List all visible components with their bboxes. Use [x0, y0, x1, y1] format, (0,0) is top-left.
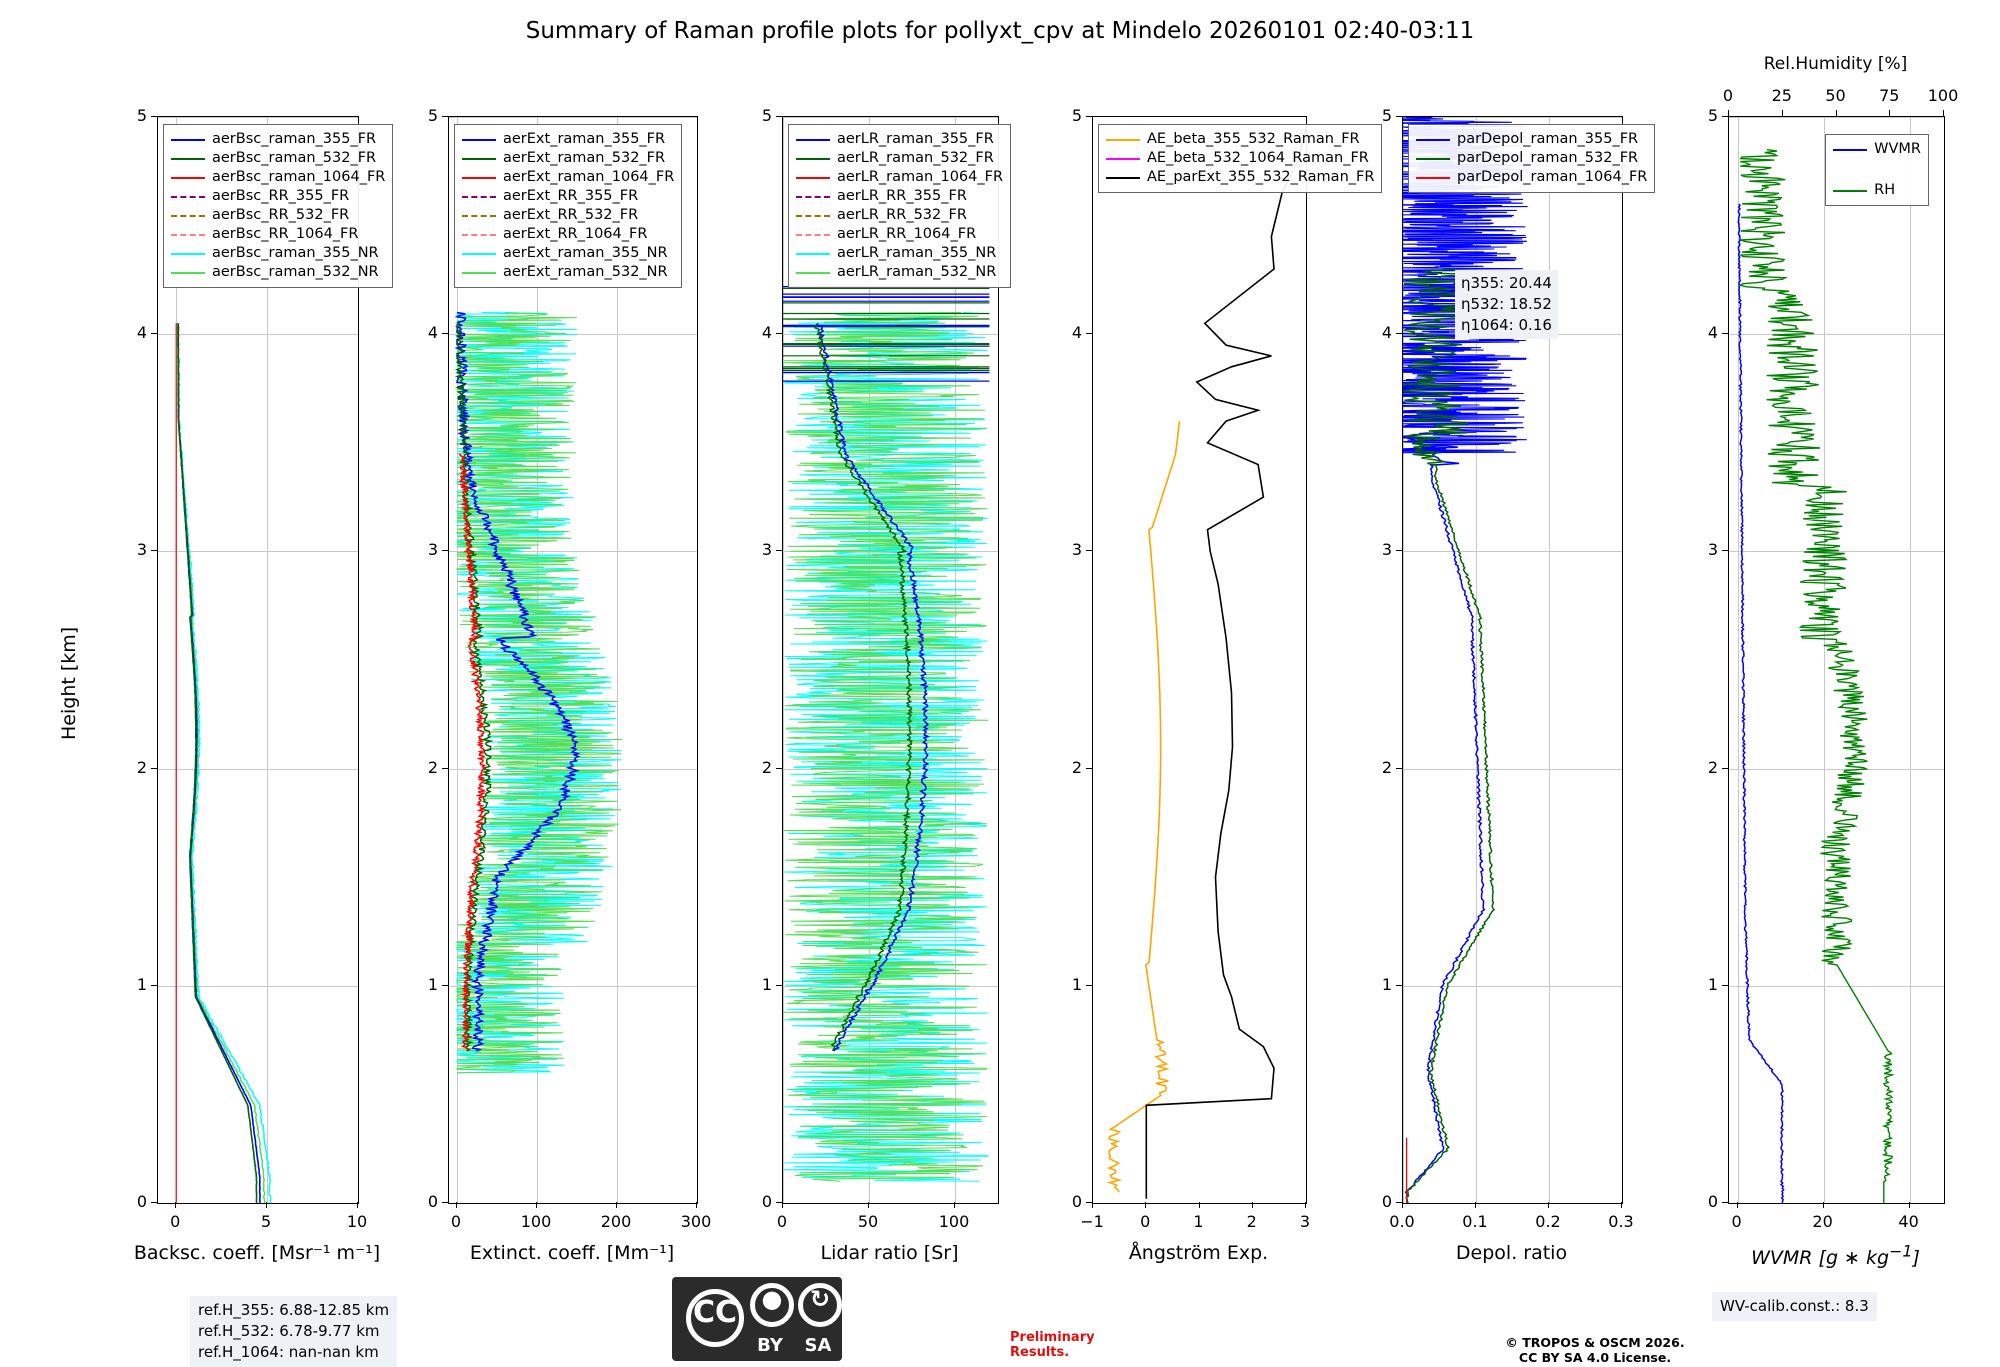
- y-tick: [1086, 333, 1092, 334]
- x-tick-label: 2: [1246, 1212, 1257, 1231]
- y-tick: [1086, 550, 1092, 551]
- y-tick-label: 1: [761, 974, 772, 994]
- x-tick-label: 10: [346, 1212, 368, 1231]
- legend-swatch: [171, 253, 205, 255]
- y-tick-label: 5: [1071, 106, 1082, 125]
- x-tick: [782, 1202, 783, 1208]
- y-tick-label: 1: [1381, 974, 1392, 994]
- cc-sa-arrow-glyph: ↻: [809, 1285, 831, 1313]
- legend-item[interactable]: [171, 168, 385, 187]
- y-tick: [442, 333, 448, 334]
- legend-item[interactable]: [171, 244, 385, 263]
- legend-swatch: [796, 253, 830, 255]
- legend-swatch: [796, 215, 830, 217]
- y-tick: [151, 1202, 157, 1203]
- x-tick: [1475, 1202, 1476, 1208]
- legend-swatch: [462, 158, 496, 160]
- y-tick-label: 3: [1707, 540, 1718, 560]
- curves-angstrom: [1093, 117, 1306, 1203]
- credit-line: CC BY SA 4.0 License.: [1518, 1350, 1672, 1365]
- x-tick: [696, 1202, 697, 1208]
- gridline-horizontal: [1403, 1203, 1622, 1204]
- legend-label: aerBsc_RR_1064_FR: [212, 226, 359, 242]
- legend-label: aerExt_RR_532_FR: [503, 207, 639, 223]
- y-tick: [1086, 768, 1092, 769]
- y-tick: [776, 550, 782, 551]
- legend-item[interactable]: [1833, 140, 1921, 159]
- y-axis-label: Height [km]: [58, 626, 80, 740]
- y-tick: [1722, 1202, 1728, 1203]
- y-tick-label: 1: [136, 974, 147, 994]
- x-tick-label: −1: [1080, 1212, 1104, 1231]
- legend-item[interactable]: [462, 244, 674, 263]
- chart-panel-angstrom: [1071, 0, 1375, 1360]
- y-tick: [776, 116, 782, 117]
- x-tick-label: 50: [857, 1212, 879, 1231]
- x-tick: [266, 1202, 267, 1208]
- gridline-horizontal: [449, 1203, 697, 1204]
- legend-swatch: [796, 234, 830, 236]
- legend-item[interactable]: [1416, 130, 1647, 149]
- legend-item[interactable]: [1106, 149, 1374, 168]
- top-x-tick: [1889, 110, 1890, 116]
- gridline-horizontal: [158, 1203, 358, 1204]
- legend-label: AE_parExt_355_532_Raman_FR: [1147, 169, 1375, 185]
- legend-label: aerLR_raman_532_NR: [837, 264, 997, 280]
- plot-area-angstrom: [1092, 116, 1307, 1204]
- legend-swatch: [462, 234, 496, 236]
- y-tick-label: 1: [427, 974, 438, 994]
- legend-swatch: [462, 215, 496, 217]
- legend-swatch: [171, 196, 205, 198]
- y-tick: [1722, 116, 1728, 117]
- y-tick-label: 0: [136, 1192, 147, 1211]
- legend-item[interactable]: [1416, 149, 1647, 168]
- legend-label: aerLR_raman_532_FR: [837, 150, 994, 166]
- legend-swatch: [171, 215, 205, 217]
- top-x-tick: [1728, 110, 1729, 116]
- x-tick-label: 100: [520, 1212, 552, 1231]
- x-tick-label: 0: [1731, 1212, 1742, 1231]
- x-tick-label: 0: [170, 1212, 181, 1231]
- y-tick: [1722, 985, 1728, 986]
- y-tick: [1396, 985, 1402, 986]
- y-tick-label: 5: [1707, 106, 1718, 125]
- y-tick-label: 4: [1381, 323, 1392, 343]
- credit-line: © TROPOS & OSCM 2026.: [1505, 1335, 1685, 1350]
- y-tick: [1396, 116, 1402, 117]
- legend-label: aerExt_raman_355_FR: [503, 131, 666, 147]
- legend-label: parDepol_raman_355_FR: [1457, 131, 1639, 147]
- legend-label: aerLR_RR_532_FR: [837, 207, 967, 223]
- legend-label: aerBsc_raman_355_FR: [212, 131, 377, 147]
- x-tick-label: 0.0: [1389, 1212, 1415, 1231]
- x-tick-label: 0.3: [1608, 1212, 1634, 1231]
- x-tick-label: 20: [1812, 1212, 1833, 1231]
- legend-item[interactable]: [796, 244, 1003, 263]
- y-tick: [1396, 333, 1402, 334]
- y-tick: [776, 985, 782, 986]
- y-tick: [1396, 768, 1402, 769]
- plot-area-wvmr-rh: [1728, 116, 1945, 1204]
- legend-swatch: [462, 272, 496, 274]
- x-tick: [1252, 1202, 1253, 1208]
- x-tick-label: 0: [776, 1212, 788, 1231]
- y-tick-label: 4: [1071, 323, 1082, 343]
- x-tick: [1092, 1202, 1093, 1208]
- top-x-tick-label: 100: [1927, 86, 1959, 105]
- x-tick-label: 0: [1140, 1212, 1151, 1231]
- ref-height-line: ref.H_355: 6.88-12.85 km: [198, 1301, 390, 1319]
- top-x-tick-label: 25: [1771, 86, 1792, 105]
- x-axis-label-backscatter: Backsc. coeff. [Msr⁻¹ m⁻¹]: [133, 1242, 381, 1264]
- top-x-tick: [1943, 110, 1944, 116]
- y-tick: [442, 550, 448, 551]
- legend-item[interactable]: [462, 168, 674, 187]
- y-tick-label: 1: [1071, 974, 1082, 994]
- legend-label: aerBsc_RR_532_FR: [212, 207, 350, 223]
- curves-wvmr-rh: [1729, 117, 1944, 1203]
- legend-swatch: [796, 139, 830, 141]
- x-axis-label-wvmr-rh: WVMR [g ∗ $kg^{-1}$]: [1751, 1242, 1920, 1270]
- x-tick: [357, 1202, 358, 1208]
- x-tick-label: 3: [1299, 1212, 1311, 1231]
- y-tick-label: 3: [1071, 540, 1082, 560]
- x-tick: [1305, 1202, 1306, 1208]
- top-x-tick: [1836, 110, 1837, 116]
- legend-item[interactable]: [171, 206, 385, 225]
- legend-swatch: [462, 139, 496, 141]
- y-tick: [1722, 768, 1728, 769]
- legend-item[interactable]: [171, 225, 385, 244]
- legend-item[interactable]: [171, 149, 385, 168]
- legend-label: parDepol_raman_532_FR: [1457, 150, 1639, 166]
- y-tick: [442, 116, 448, 117]
- y-tick-label: 1: [1707, 974, 1718, 994]
- y-tick: [1396, 550, 1402, 551]
- y-tick-label: 4: [1707, 323, 1718, 343]
- eta-annotation: [1455, 270, 1558, 339]
- chart-panel-wvmr-rh: [1707, 0, 1959, 1360]
- x-tick-label: 1: [1193, 1212, 1204, 1231]
- credit-note: [1455, 1335, 1735, 1365]
- x-tick-label: 200: [600, 1212, 632, 1231]
- legend-swatch: [1416, 139, 1450, 141]
- legend-swatch: [1106, 158, 1140, 160]
- x-tick: [1548, 1202, 1549, 1208]
- y-tick: [1086, 116, 1092, 117]
- legend-label: AE_beta_355_532_Raman_FR: [1147, 131, 1360, 147]
- ref-height-line: ref.H_1064: nan-nan km: [198, 1343, 379, 1361]
- legend-swatch: [462, 253, 496, 255]
- legend-backscatter: [163, 124, 393, 288]
- legend-label: aerBsc_raman_355_NR: [212, 245, 379, 261]
- legend-label: aerBsc_raman_1064_FR: [212, 169, 386, 185]
- legend-item[interactable]: [796, 225, 1003, 244]
- gridline-horizontal: [783, 1203, 998, 1204]
- preliminary-results-note: [1010, 1330, 1095, 1360]
- legend-item[interactable]: [1416, 168, 1647, 187]
- legend-item[interactable]: [171, 130, 385, 149]
- y-tick: [776, 333, 782, 334]
- y-tick-label: 4: [136, 323, 147, 343]
- legend-swatch: [1416, 177, 1450, 179]
- legend-swatch: [171, 177, 205, 179]
- legend-item[interactable]: [1833, 181, 1921, 200]
- legend-item[interactable]: [171, 263, 385, 282]
- legend-label: aerBsc_raman_532_FR: [212, 150, 377, 166]
- legend-swatch: [796, 177, 830, 179]
- x-tick: [616, 1202, 617, 1208]
- x-tick-label: 100: [938, 1212, 970, 1231]
- wv-calib-text: WV-calib.const.: 8.3: [1720, 1297, 1869, 1315]
- top-x-tick-label: 75: [1879, 86, 1900, 105]
- legend-swatch: [796, 196, 830, 198]
- cc-by-person-glyph: ●: [761, 1285, 783, 1313]
- y-tick: [1722, 550, 1728, 551]
- x-tick-label: 0.1: [1462, 1212, 1488, 1231]
- y-tick-label: 5: [136, 106, 147, 125]
- gridline-vertical: [1622, 117, 1623, 1203]
- x-tick-label: 0.2: [1535, 1212, 1561, 1231]
- y-tick-label: 0: [1071, 1192, 1082, 1211]
- y-tick-label: 2: [427, 757, 438, 777]
- legend-label: aerExt_raman_355_NR: [503, 245, 668, 261]
- wv-calib-note: [1712, 1292, 1877, 1321]
- legend-label: RH: [1874, 182, 1896, 198]
- legend-item[interactable]: [1106, 130, 1374, 149]
- legend-swatch: [1416, 158, 1450, 160]
- y-tick-label: 3: [427, 540, 438, 560]
- x-tick: [1145, 1202, 1146, 1208]
- y-tick-label: 4: [427, 323, 438, 343]
- legend-label: aerLR_RR_1064_FR: [837, 226, 977, 242]
- legend-wvmr-rh: [1825, 134, 1929, 206]
- legend-swatch: [171, 139, 205, 141]
- x-tick: [1823, 1202, 1824, 1208]
- legend-swatch: [462, 196, 496, 198]
- y-tick-label: 0: [1707, 1192, 1718, 1211]
- y-tick-label: 0: [1381, 1192, 1392, 1211]
- legend-lidar-ratio: [788, 124, 1011, 288]
- x-tick: [1402, 1202, 1403, 1208]
- top-x-tick: [1782, 110, 1783, 116]
- ref-height-line: ref.H_532: 6.78-9.77 km: [198, 1322, 380, 1340]
- y-tick-label: 3: [136, 540, 147, 560]
- x-tick: [456, 1202, 457, 1208]
- y-tick: [442, 768, 448, 769]
- x-tick: [1737, 1202, 1738, 1208]
- legend-swatch: [1106, 177, 1140, 179]
- legend-label: AE_beta_532_1064_Raman_FR: [1147, 150, 1369, 166]
- legend-label: aerExt_raman_532_NR: [503, 264, 668, 280]
- x-tick: [536, 1202, 537, 1208]
- y-tick-label: 2: [1381, 757, 1392, 777]
- y-tick: [1086, 985, 1092, 986]
- eta-line: η355: 20.44: [1461, 274, 1552, 292]
- y-tick-label: 0: [761, 1192, 772, 1211]
- cc-by-label: BY: [757, 1335, 783, 1356]
- x-tick-label: 5: [260, 1212, 272, 1231]
- legend-label: aerBsc_RR_355_FR: [212, 188, 350, 204]
- legend-label: aerLR_RR_355_FR: [837, 188, 967, 204]
- y-tick-label: 2: [1707, 757, 1718, 777]
- legend-item[interactable]: [462, 130, 674, 149]
- legend-label: aerExt_RR_1064_FR: [503, 226, 648, 242]
- eta-line: η532: 18.52: [1461, 295, 1552, 313]
- page-title: Summary of Raman profile plots for pollyxt_cpv at Mindelo 20260101 02:40-03:11: [525, 18, 1475, 44]
- legend-label: aerLR_raman_355_FR: [837, 131, 994, 147]
- x-axis-label-depolarization: Depol. ratio: [1455, 1242, 1568, 1264]
- y-tick: [442, 985, 448, 986]
- y-tick-label: 3: [761, 540, 772, 560]
- y-tick-label: 5: [1381, 106, 1392, 125]
- preliminary-line: Preliminary: [1010, 1330, 1095, 1345]
- legend-label: aerExt_RR_355_FR: [503, 188, 639, 204]
- x-tick: [1909, 1202, 1910, 1208]
- legend-swatch: [796, 158, 830, 160]
- y-tick: [442, 1202, 448, 1203]
- preliminary-line: Results.: [1010, 1345, 1070, 1360]
- y-tick: [151, 116, 157, 117]
- gridline-vertical: [697, 117, 698, 1203]
- legend-item[interactable]: [462, 263, 674, 282]
- legend-label: aerLR_raman_355_NR: [837, 245, 997, 261]
- y-tick-label: 5: [761, 106, 772, 125]
- y-tick: [151, 768, 157, 769]
- x-tick: [954, 1202, 955, 1208]
- legend-swatch: [1106, 139, 1140, 141]
- y-tick: [151, 985, 157, 986]
- x-tick-label: 0: [450, 1212, 462, 1231]
- legend-item[interactable]: [796, 168, 1003, 187]
- x-axis-label-extinction: Extinct. coeff. [Mm⁻¹]: [469, 1242, 675, 1264]
- y-tick-label: 3: [1381, 540, 1392, 560]
- top-x-tick-label: 50: [1825, 86, 1846, 105]
- gridline-horizontal: [1729, 1203, 1944, 1204]
- legend-item[interactable]: [462, 187, 674, 206]
- legend-label: aerExt_raman_1064_FR: [503, 169, 675, 185]
- legend-swatch: [171, 158, 205, 160]
- ref-height-note: [190, 1296, 397, 1367]
- legend-label: parDepol_raman_1064_FR: [1457, 169, 1648, 185]
- y-tick: [151, 550, 157, 551]
- legend-swatch: [462, 177, 496, 179]
- y-tick: [776, 768, 782, 769]
- legend-depolarization: [1408, 124, 1655, 193]
- legend-item[interactable]: [462, 206, 674, 225]
- legend-swatch: [796, 272, 830, 274]
- creative-commons-badge: [672, 1277, 842, 1361]
- legend-item[interactable]: [171, 187, 385, 206]
- legend-label: aerBsc_raman_532_NR: [212, 264, 379, 280]
- legend-label: aerExt_raman_532_FR: [503, 150, 666, 166]
- x-axis-label-angstrom: Ångström Exp.: [1128, 1242, 1269, 1264]
- y-tick-label: 2: [761, 757, 772, 777]
- cc-sa-label: SA: [804, 1335, 832, 1356]
- cc-logo-glyph: CC: [692, 1295, 738, 1330]
- y-tick: [1722, 333, 1728, 334]
- x-tick: [175, 1202, 176, 1208]
- y-tick-label: 2: [136, 757, 147, 777]
- legend-item[interactable]: [796, 149, 1003, 168]
- top-x-tick-label: 0: [1722, 86, 1734, 105]
- legend-item[interactable]: [796, 206, 1003, 225]
- x-tick: [1621, 1202, 1622, 1208]
- y-tick-label: 5: [427, 106, 438, 125]
- legend-swatch: [1833, 190, 1867, 192]
- y-tick-label: 0: [427, 1192, 438, 1211]
- legend-item[interactable]: [796, 263, 1003, 282]
- x-tick: [868, 1202, 869, 1208]
- legend-label: aerLR_raman_1064_FR: [837, 169, 1004, 185]
- legend-item[interactable]: [462, 225, 674, 244]
- legend-item[interactable]: [796, 187, 1003, 206]
- eta-line: η1064: 0.16: [1461, 316, 1552, 334]
- legend-item[interactable]: [796, 130, 1003, 149]
- y-tick-label: 2: [1071, 757, 1082, 777]
- y-tick: [151, 333, 157, 334]
- top-axis-label: Rel.Humidity [%]: [1763, 54, 1908, 74]
- x-tick: [1199, 1202, 1200, 1208]
- x-axis-label-lidar-ratio: Lidar ratio [Sr]: [820, 1242, 959, 1264]
- legend-label: WVMR: [1874, 141, 1921, 157]
- legend-swatch: [171, 234, 205, 236]
- legend-swatch: [1833, 149, 1867, 151]
- legend-item[interactable]: [462, 149, 674, 168]
- legend-swatch: [171, 272, 205, 274]
- chart-panel-backscatter: [133, 0, 386, 1360]
- x-tick-label: 40: [1898, 1212, 1919, 1231]
- legend-angstrom: [1098, 124, 1382, 193]
- legend-extinction: [454, 124, 682, 288]
- legend-item[interactable]: [1106, 168, 1374, 187]
- chart-panel-extinction: [427, 0, 712, 1360]
- x-tick-label: 300: [680, 1212, 712, 1231]
- y-tick-label: 4: [761, 323, 772, 343]
